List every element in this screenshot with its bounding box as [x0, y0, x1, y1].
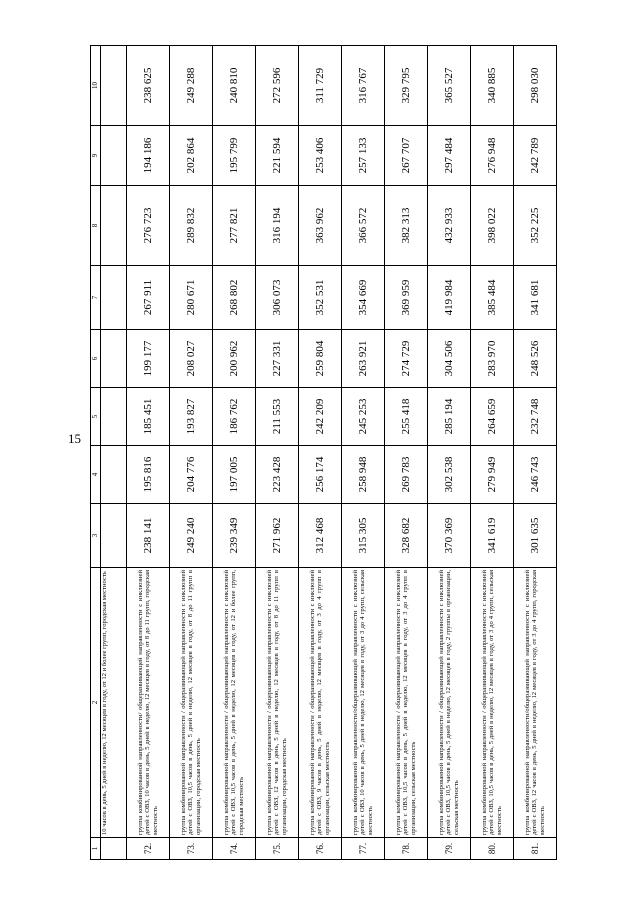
- row-index: 80.: [471, 838, 514, 860]
- value-cell: 223 428: [256, 446, 299, 504]
- value-cell: [101, 330, 127, 388]
- row-index: 72.: [127, 838, 170, 860]
- row-description: группа комбинированной направленности / общеразвивающей направленности с инклюзией детей с ОВЗ, 10,5 часов в день, 5 дней в неделю, 12 месяцев в году, от 8 до 11 групп в организации, городская местность: [170, 568, 213, 838]
- row-index-cell: [101, 838, 127, 860]
- value-cell: 194 186: [127, 126, 170, 186]
- value-cell: 248 526: [514, 330, 557, 388]
- value-cell: 193 827: [170, 388, 213, 446]
- row-index: 81.: [514, 838, 557, 860]
- value-cell: 341 681: [514, 266, 557, 330]
- column-header: 3: [91, 504, 101, 568]
- value-cell: [101, 446, 127, 504]
- value-cell: 352 531: [299, 266, 342, 330]
- column-header: 5: [91, 388, 101, 446]
- column-header: 9: [91, 126, 101, 186]
- value-cell: 369 959: [385, 266, 428, 330]
- value-cell: 269 783: [385, 446, 428, 504]
- row-description: группа комбинированной направленности / общеразвивающей направленности с инклюзией детей с ОВЗ, 9 часов в день, 5 дней в неделю, 12 месяцев в году, от 3 до 4 групп в организации, сельская местность: [299, 568, 342, 838]
- value-cell: 259 804: [299, 330, 342, 388]
- value-cell: 279 949: [471, 446, 514, 504]
- row-description: группа комбинированной направленности/общеразвивающей направленности с инклюзией детей с ОВЗ, 10 часов в день, 5 дней в неделю, 12 месяцев в году, от 3 до 4 групп, сельская местность: [342, 568, 385, 838]
- row-index: 78.: [385, 838, 428, 860]
- value-cell: 249 240: [170, 504, 213, 568]
- table-row: [428, 46, 471, 860]
- value-cell: 277 821: [213, 186, 256, 266]
- value-cell: [101, 266, 127, 330]
- value-cell: 255 418: [385, 388, 428, 446]
- column-header: 7: [91, 266, 101, 330]
- value-cell: 242 789: [514, 126, 557, 186]
- value-cell: 419 984: [428, 266, 471, 330]
- page-number: 15: [68, 431, 81, 446]
- column-header: 8: [91, 186, 101, 266]
- table-row: [213, 46, 256, 860]
- value-cell: 249 288: [170, 46, 213, 126]
- row-description: группа комбинированной направленности/общеразвивающей направленности с инклюзией детей с ОВЗ, 12 часов в день, 5 дней в неделю, 12 месяцев в году, от 3 до 4 групп, городская местность: [514, 568, 557, 838]
- value-cell: 197 005: [213, 446, 256, 504]
- value-cell: 242 209: [299, 388, 342, 446]
- value-cell: 398 022: [471, 186, 514, 266]
- value-cell: [101, 46, 127, 126]
- value-cell: 316 194: [256, 186, 299, 266]
- value-cell: 311 729: [299, 46, 342, 126]
- value-cell: 227 331: [256, 330, 299, 388]
- value-cell: 328 682: [385, 504, 428, 568]
- row-description: группа комбинированной направленности / общеразвивающей направленности с инклюзией детей с ОВЗ, 10,5 часов в день, 5 дней в неделю, 12 месяцев в году, от 3 до 4 групп, сельская местность: [471, 568, 514, 838]
- value-cell: 276 948: [471, 126, 514, 186]
- row-description: группа комбинированной направленности/ общеразвивающей направленности с инклюзией детей с ОВЗ, 10 часов в день, 5 дней в неделю, 12 месяцев в году, от 8 до 11 групп, городская местность: [127, 568, 170, 838]
- value-cell: 257 133: [342, 126, 385, 186]
- value-cell: 352 225: [514, 186, 557, 266]
- value-cell: 382 313: [385, 186, 428, 266]
- value-cell: 263 921: [342, 330, 385, 388]
- value-cell: 285 194: [428, 388, 471, 446]
- table-row: [514, 46, 557, 860]
- value-cell: 238 141: [127, 504, 170, 568]
- value-cell: 302 538: [428, 446, 471, 504]
- value-cell: 354 669: [342, 266, 385, 330]
- row-index: 75.: [256, 838, 299, 860]
- value-cell: 202 864: [170, 126, 213, 186]
- continuation-row: [101, 46, 127, 860]
- value-cell: 272 596: [256, 46, 299, 126]
- value-cell: 186 762: [213, 388, 256, 446]
- value-cell: 304 506: [428, 330, 471, 388]
- value-cell: 432 933: [428, 186, 471, 266]
- row-description: группа комбинированной направленности / общеразвивающей направленности с инклюзией детей с ОВЗ, 10,5 часов в день, 5 дней в неделю, 12 месяцев в году, от 12 и более групп, городская местность: [213, 568, 256, 838]
- table-row: [385, 46, 428, 860]
- table-row: [256, 46, 299, 860]
- value-cell: 246 743: [514, 446, 557, 504]
- table-row: [299, 46, 342, 860]
- row-index: 73.: [170, 838, 213, 860]
- value-cell: 239 349: [213, 504, 256, 568]
- value-cell: 341 619: [471, 504, 514, 568]
- row-description: 10 часов в день, 5 дней в неделю, 12 месяцев в году, от 12 и более групп, городская местность: [101, 568, 127, 838]
- value-cell: 208 027: [170, 330, 213, 388]
- value-cell: 301 635: [514, 504, 557, 568]
- value-cell: 232 748: [514, 388, 557, 446]
- value-cell: 365 527: [428, 46, 471, 126]
- column-header: 2: [91, 568, 101, 838]
- value-cell: [101, 504, 127, 568]
- value-cell: 315 305: [342, 504, 385, 568]
- value-cell: 258 948: [342, 446, 385, 504]
- row-index: 76.: [299, 838, 342, 860]
- row-index: 77.: [342, 838, 385, 860]
- cost-table: [90, 45, 557, 860]
- value-cell: 276 723: [127, 186, 170, 266]
- value-cell: 256 174: [299, 446, 342, 504]
- value-cell: 185 451: [127, 388, 170, 446]
- row-description: группа комбинированной направленности / общеразвивающей направленности с инклюзией детей с ОВЗ, 10,5 часов в день, 5 дней в неделю, 12 месяцев в году, 2 группы в организации, сельская местность: [428, 568, 471, 838]
- value-cell: 297 484: [428, 126, 471, 186]
- column-header: 6: [91, 330, 101, 388]
- value-cell: 245 253: [342, 388, 385, 446]
- table-row: [471, 46, 514, 860]
- value-cell: 253 406: [299, 126, 342, 186]
- column-header: 10: [91, 46, 101, 126]
- value-cell: 340 885: [471, 46, 514, 126]
- value-cell: 329 795: [385, 46, 428, 126]
- value-cell: 366 572: [342, 186, 385, 266]
- value-cell: 280 671: [170, 266, 213, 330]
- row-index: 74.: [213, 838, 256, 860]
- value-cell: 264 659: [471, 388, 514, 446]
- value-cell: [101, 126, 127, 186]
- value-cell: 306 073: [256, 266, 299, 330]
- value-cell: 195 799: [213, 126, 256, 186]
- value-cell: 385 484: [471, 266, 514, 330]
- value-cell: 238 625: [127, 46, 170, 126]
- value-cell: 298 030: [514, 46, 557, 126]
- value-cell: 283 970: [471, 330, 514, 388]
- value-cell: 200 962: [213, 330, 256, 388]
- value-cell: 289 832: [170, 186, 213, 266]
- value-cell: 240 810: [213, 46, 256, 126]
- column-header: 4: [91, 446, 101, 504]
- value-cell: 267 707: [385, 126, 428, 186]
- value-cell: 312 468: [299, 504, 342, 568]
- value-cell: 221 594: [256, 126, 299, 186]
- table-row: [170, 46, 213, 860]
- value-cell: 274 729: [385, 330, 428, 388]
- value-cell: 195 816: [127, 446, 170, 504]
- cost-table-sheet: [90, 46, 546, 860]
- value-cell: 363 962: [299, 186, 342, 266]
- row-description: группа комбинированной направленности / общеразвивающей направленности с инклюзией детей с ОВЗ, 10,5 часов в день, 5 дней в неделю, 12 месяцев в году, от 3 до 4 групп в организации, сельская местность: [385, 568, 428, 838]
- value-cell: 268 802: [213, 266, 256, 330]
- table-row: [127, 46, 170, 860]
- row-description: группа комбинированной направленности / общеразвивающей направленности с инклюзией детей с ОВЗ, 12 часов в день, 5 дней в неделю, 12 месяцев в году, от 8 до 11 групп в организации, городская местность: [256, 568, 299, 838]
- header-row: [91, 46, 101, 860]
- row-index: 79.: [428, 838, 471, 860]
- value-cell: 267 911: [127, 266, 170, 330]
- column-header: 1: [91, 838, 101, 860]
- value-cell: 211 553: [256, 388, 299, 446]
- value-cell: [101, 186, 127, 266]
- value-cell: 316 767: [342, 46, 385, 126]
- value-cell: 370 369: [428, 504, 471, 568]
- value-cell: [101, 388, 127, 446]
- table-row: [342, 46, 385, 860]
- value-cell: 199 177: [127, 330, 170, 388]
- value-cell: 271 962: [256, 504, 299, 568]
- value-cell: 204 776: [170, 446, 213, 504]
